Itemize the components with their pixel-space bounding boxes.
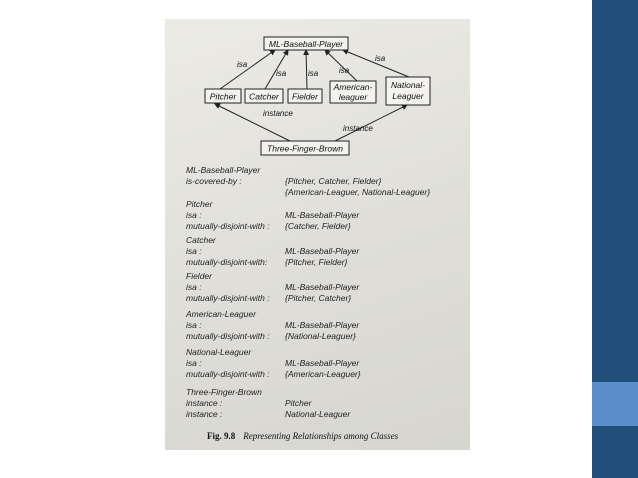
definition-row [186,358,360,369]
definition-key: mutually-disjoint-with : [186,369,270,379]
edge-label-instance: instance [263,109,293,118]
definition-key: isa : [186,282,202,292]
node-pitcher: Pitcher [209,91,237,102]
node-national-leaguer-line2: Leaguer [392,91,424,101]
definition-row [186,176,382,187]
definition-name: American-Leaguer [186,309,256,319]
definition-row [186,320,360,331]
definition-fielder [186,271,360,304]
definition-row [186,246,360,257]
node-american-leaguer-line1: American- [333,82,373,92]
definition-key: mutually-disjoint-with : [186,293,270,303]
definition-value: ML-Baseball-Player [285,246,360,256]
definition-row [186,187,431,198]
definition-row [186,282,360,293]
definition-name: ML-Baseball-Player [186,165,261,175]
definition-row [186,293,352,304]
definition-row [186,398,312,409]
edge-label-isa: isa [276,69,287,78]
node-national-leaguer-line1: National- [390,80,426,90]
definition-catcher [186,235,360,268]
definition-row [186,331,356,342]
node-catcher: Catcher [249,91,279,102]
slide-accent-block [592,382,638,426]
definition-key: isa : [186,320,202,330]
definition-key: mutually-disjoint-with : [186,331,270,341]
definition-value: ML-Baseball-Player [285,320,360,330]
definition-row [186,409,351,420]
definition-key: instance : [186,409,223,419]
definition-row [186,221,351,232]
definition-value: ML-Baseball-Player [285,282,360,292]
figure-caption-text: Representing Relationships among Classes [243,431,399,441]
edge-label-isa: isa [237,60,248,69]
definition-name: Pitcher [186,199,213,209]
definition-name: Three-Finger-Brown [186,387,262,397]
definition-national-leaguer [186,347,361,380]
node-ml-baseball-player: ML-Baseball-Player [268,39,344,49]
definition-value: {Pitcher, Catcher, Fielder} [285,176,382,186]
slide-right-accent-bar [592,0,638,478]
definition-american-leaguer [186,309,360,342]
definition-ml-baseball-player [186,165,431,198]
definition-value: {Pitcher, Fielder} [285,257,348,267]
definition-row [186,210,360,221]
definition-value: Pitcher [285,398,312,408]
node-fielder: Fielder [292,91,318,102]
definition-value: {Catcher, Fielder} [285,221,351,231]
node-american-leaguer-line2: leaguer [338,92,368,102]
edge-label-instance: instance [343,124,373,133]
figure-number: Fig. 9.8 [207,431,236,441]
definition-value: ML-Baseball-Player [285,210,360,220]
node-three-finger-brown: Three-Finger-Brown [267,143,343,154]
definition-key: isa : [186,246,202,256]
definition-name: Fielder [186,271,212,281]
definition-value: ML-Baseball-Player [285,358,360,368]
definition-pitcher [186,199,360,232]
edge-label-isa: isa [308,69,319,78]
definition-name: National-Leaguer [186,347,252,357]
definition-key: is-covered-by : [186,176,242,186]
definition-value: {American-Leaguer, National-Leaguer} [285,187,431,197]
edge-label-isa: isa [375,54,386,63]
class-hierarchy-diagram [165,19,470,169]
figure-caption [207,431,398,441]
definition-key: isa : [186,210,202,220]
definition-row [186,369,361,380]
definition-value: {National-Leaguer} [285,331,356,341]
definition-key: instance : [186,398,223,408]
definition-value: National-Leaguer [285,409,351,419]
definition-key: isa : [186,358,202,368]
scanned-figure [165,19,470,450]
definition-value: {American-Leaguer} [285,369,361,379]
definition-key: mutually-disjoint-with: [186,257,268,267]
definition-three-finger-brown [186,387,351,420]
edge-label-isa: isa [339,66,350,75]
definition-name: Catcher [186,235,216,245]
definition-value: {Pitcher, Catcher} [285,293,352,303]
definition-row [186,257,348,268]
definition-key: mutually-disjoint-with : [186,221,270,231]
